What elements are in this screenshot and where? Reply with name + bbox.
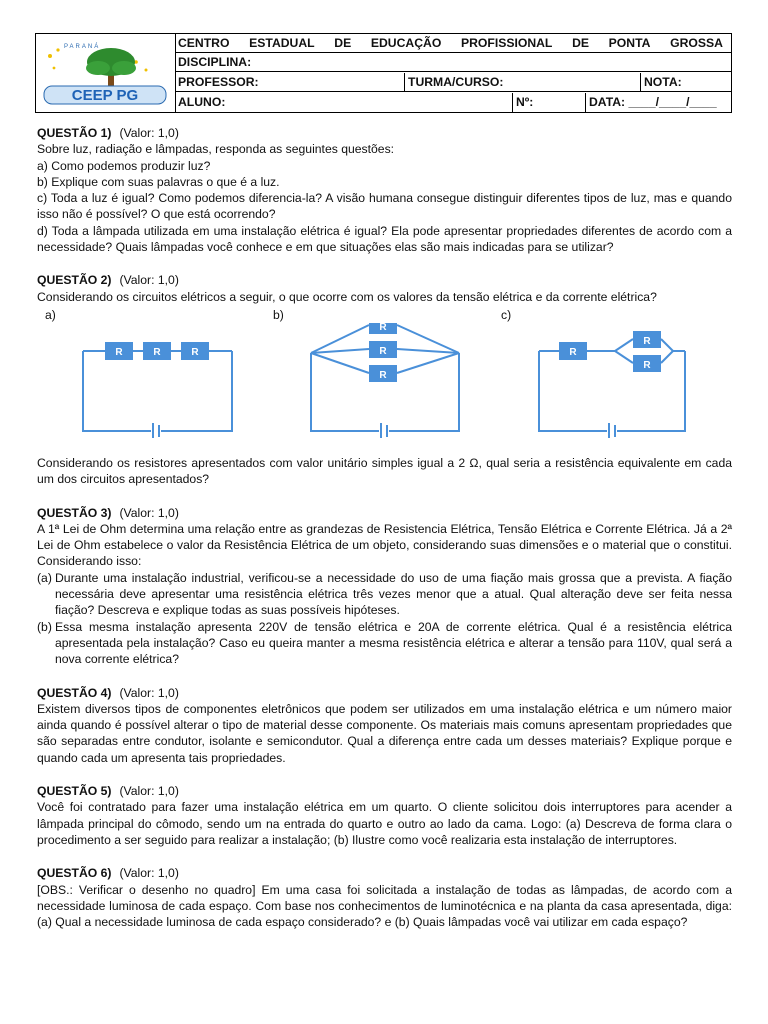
circuit-diagrams bbox=[37, 305, 732, 455]
question-6-heading: QUESTÃO 6) (Valor: 1,0) bbox=[37, 866, 179, 881]
svg-text:PARANÁ: PARANÁ bbox=[64, 44, 101, 50]
resistor bbox=[181, 342, 209, 360]
svg-text:R: R bbox=[153, 346, 161, 358]
question-1-heading: QUESTÃO 1) (Valor: 1,0) bbox=[37, 126, 179, 140]
exam-content bbox=[37, 125, 732, 930]
institution-word: EDUCAÇÃO bbox=[370, 36, 442, 50]
institution-word: CENTRO bbox=[178, 36, 230, 50]
svg-text:R: R bbox=[569, 346, 577, 358]
header-row-discipline bbox=[175, 53, 731, 72]
institution-word: PROFISSIONAL bbox=[460, 36, 553, 50]
resistor bbox=[559, 342, 587, 360]
header-row-professor bbox=[175, 73, 731, 92]
data-label: DATA: ____/____/____ bbox=[585, 93, 717, 112]
turma-label: TURMA/CURSO: bbox=[404, 73, 503, 92]
svg-text:R: R bbox=[379, 369, 387, 381]
circuit-c-label: c) bbox=[501, 307, 512, 322]
circuit-b-label: b) bbox=[273, 307, 284, 322]
svg-text:R: R bbox=[643, 359, 651, 371]
nota-label: NOTA: bbox=[640, 73, 682, 92]
resistor bbox=[633, 355, 661, 372]
svg-text:CEEP PG: CEEP PG bbox=[71, 87, 139, 104]
resistor bbox=[369, 341, 397, 358]
institution-word: GROSSA bbox=[670, 36, 723, 50]
svg-text:R: R bbox=[379, 322, 387, 333]
exam-header bbox=[35, 33, 732, 113]
q3-item-b: (b) Essa mesma instalação apresenta 220V de tensão elétrica e 20A de corrente elétrica. Qual é a resistência elétrica apresentada pela instalação? Caso eu queira manter a mesma resistência elétrica e alterar a tensão para 110V, qual será a nova corrente elétrica? bbox=[37, 619, 732, 667]
school-logo bbox=[36, 34, 176, 112]
question-2-heading: QUESTÃO 2) (Valor: 1,0) bbox=[37, 273, 179, 288]
q1-line: b) Explique com suas palavras o que é a luz. bbox=[37, 174, 280, 189]
institution-word: PONTA bbox=[608, 36, 651, 50]
svg-text:R: R bbox=[643, 335, 651, 347]
q1-line: d) Toda a lâmpada utilizada em uma instalação elétrica é igual? Ela pode apresentar propriedades diferentes de acordo com a necessidade? Quais lâmpadas você conhece e em que situações elas são mais indicadas para se utilizar? bbox=[37, 223, 732, 255]
institution-word: DE bbox=[334, 36, 352, 50]
resistor bbox=[633, 331, 661, 348]
q5-text: Você foi contratado para fazer uma instalação elétrica em um quarto. O cliente solicitou dois interruptores para acender a lâmpada principal do cômodo, sendo um na entrada do quarto e outro ao lado da cama. Logo: (a) Descreva de forma clara o procedimento a ser seguido para realizar a instalação; (b) Ilustre como você realizaria esta instalação de interruptores. bbox=[37, 800, 732, 847]
q3-item-a: (a) Durante uma instalação industrial, verificou-se a necessidade do uso de uma fiação mais grossa que a prevista. A fiação necessária deve apresentar uma resistência elétrica três vezes menor que a atual. Qual alteração deve ser feita nessa fiação? Descreva e explique todas as suas possíveis hipóteses. bbox=[37, 570, 732, 618]
circuit-b-parallel bbox=[305, 323, 505, 438]
header-row-student bbox=[175, 93, 731, 112]
numero-label: Nº: bbox=[512, 93, 533, 112]
svg-text:R: R bbox=[379, 345, 387, 357]
q3-intro: A 1ª Lei de Ohm determina uma relação entre as grandezas de Resistencia Elétrica, Tensão Elétrica e Corrente Elétrica. Já a 2ª Lei de Ohm estabelece o valor da Resistência Elétrica de um objeto, considerando suas dimensões e o material que o constitui. Considerando isso: bbox=[37, 521, 732, 569]
institution-word: DE bbox=[572, 36, 589, 50]
svg-text:R: R bbox=[115, 346, 123, 358]
q1-line: c) Toda a luz é igual? Como podemos diferencia-la? A visão humana consegue distinguir diferentes tipos de luz, mas e quando isso não é possível? O que está ocorrendo? bbox=[37, 191, 732, 222]
question-3-heading: QUESTÃO 3) (Valor: 1,0) bbox=[37, 505, 179, 520]
svg-text:R: R bbox=[191, 346, 199, 358]
q2-intro: Considerando os circuitos elétricos a seguir, o que ocorre com os valores da tensão elétrica e da corrente elétrica? bbox=[37, 289, 657, 304]
header-row-institution bbox=[175, 34, 731, 53]
resistor bbox=[105, 342, 133, 360]
institution-word: ESTADUAL bbox=[249, 36, 315, 50]
professor-label: PROFESSOR: bbox=[178, 75, 259, 89]
q4-text: Existem diversos tipos de componentes eletrônicos que podem ser utilizados em uma instalação elétrica e um número maior ainda quando é possível alterar o tipo de material desse componente. Os materiais mais comuns apresentam propriedades que são separadas entre condutor, isolante e semicondutor. Qual a diferença entre cada um desses materiais? Explique porque e quando cada um apresenta tais propriedades. bbox=[37, 701, 732, 765]
question-5-heading: QUESTÃO 5) (Valor: 1,0) bbox=[37, 784, 179, 799]
resistor bbox=[369, 365, 397, 382]
aluno-label: ALUNO: bbox=[178, 95, 226, 109]
q1-line: a) Como podemos produzir luz? bbox=[37, 158, 211, 173]
circuit-a-series bbox=[77, 323, 277, 438]
circuit-a-label: a) bbox=[45, 307, 56, 322]
resistor bbox=[143, 342, 171, 360]
q2-after: Considerando os resistores apresentados com valor unitário simples igual a 2 Ω, qual seria a resistência equivalente em cada um dos circuitos apresentados? bbox=[37, 455, 732, 487]
question-4-heading: QUESTÃO 4) (Valor: 1,0) bbox=[37, 685, 179, 700]
q1-line: Sobre luz, radiação e lâmpadas, responda as seguintes questões: bbox=[37, 142, 395, 157]
q6-text: [OBS.: Verificar o desenho no quadro] Em uma casa foi solicitada a instalação de todas as lâmpadas, de acordo com a necessidade luminosa de cada espaço. Com base nos conhecimentos de luminotécnica e na planta da casa apresentada, diga: (a) Qual a necessidade luminosa de cada espaço considerado? e (b) Quais lâmpadas você vai utilizar em cada espaço? bbox=[37, 882, 732, 930]
discipline-label: DISCIPLINA: bbox=[178, 55, 252, 69]
resistor bbox=[369, 323, 397, 334]
circuit-c-mixed bbox=[533, 323, 733, 438]
